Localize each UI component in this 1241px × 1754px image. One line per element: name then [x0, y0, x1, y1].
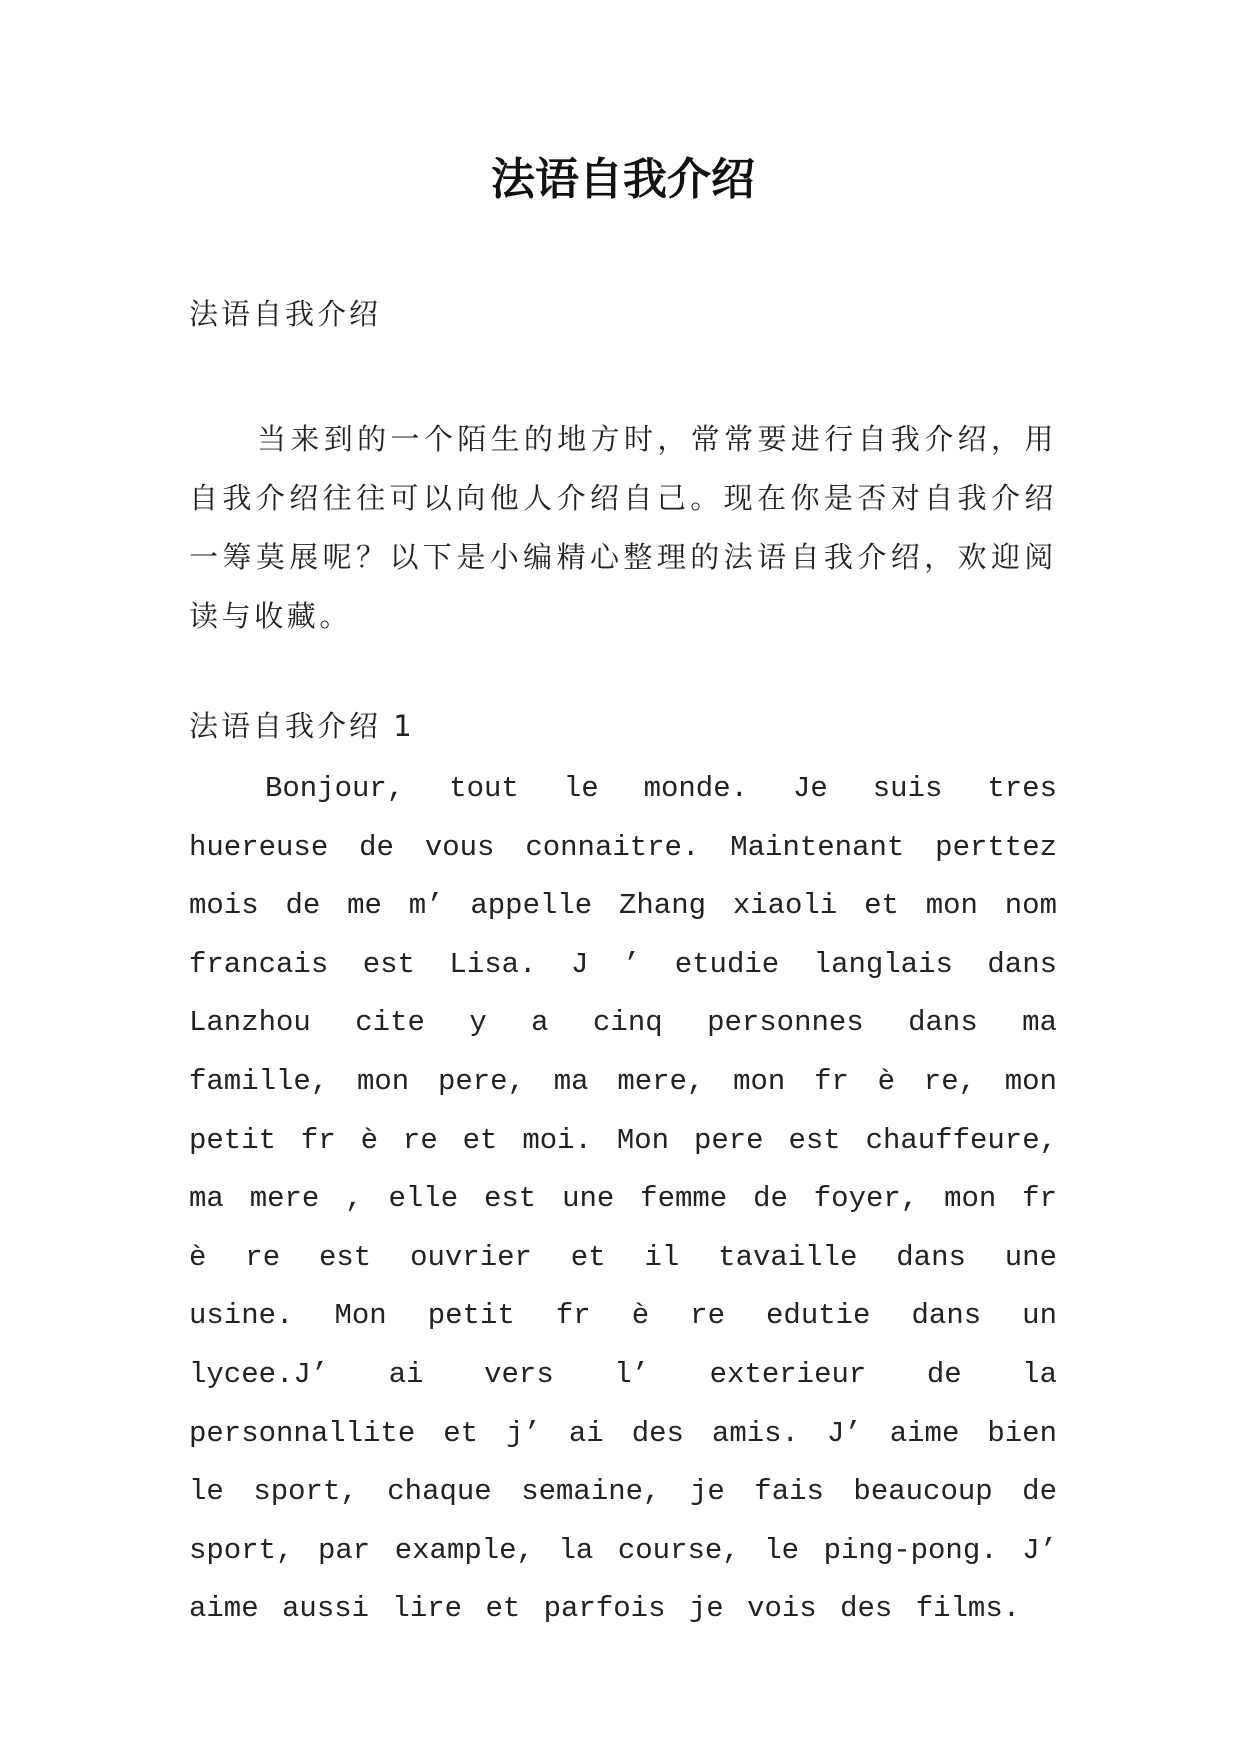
section-heading: 法语自我介绍 1: [189, 709, 415, 743]
document-subtitle: 法语自我介绍: [189, 297, 382, 331]
intro-paragraph: 当来到的一个陌生的地方时，常常要进行自我介绍，用自我介绍往往可以向他人介绍自己。现在你是否对自我介绍一筹莫展呢？以下是小编精心整理的法语自我介绍，欢迎阅读与收藏。: [189, 422, 1057, 633]
page-title: 法语自我介绍: [491, 154, 755, 205]
french-self-introduction-paragraph: Bonjour, tout le monde. Je suis tres huereuse de vous connaitre. Maintenant perttez mois de me m’ appelle Zhang xiaoli et mon nom francais est Lisa. J ’ etudie langlais dans Lanzhou cite y a cinq personnes dans ma famille, mon pere, ma mere, mon fr è re, mon petit fr è re et moi. Mon pere est chauffeure, ma mere , elle est une femme de foyer, mon fr è re est ouvrier et il tavaille dans une usine. Mon petit fr è re edutie dans un lycee.J’ ai vers l’ exterieur de la personnallite et j’ ai des amis. J’ aime bien le sport, chaque semaine, je fais beaucoup de sport, par example, la course, le ping-pong. J’ aime aussi lire et parfois je vois des films.: [189, 772, 1057, 1626]
document-page: [189, 0, 1057, 1754]
